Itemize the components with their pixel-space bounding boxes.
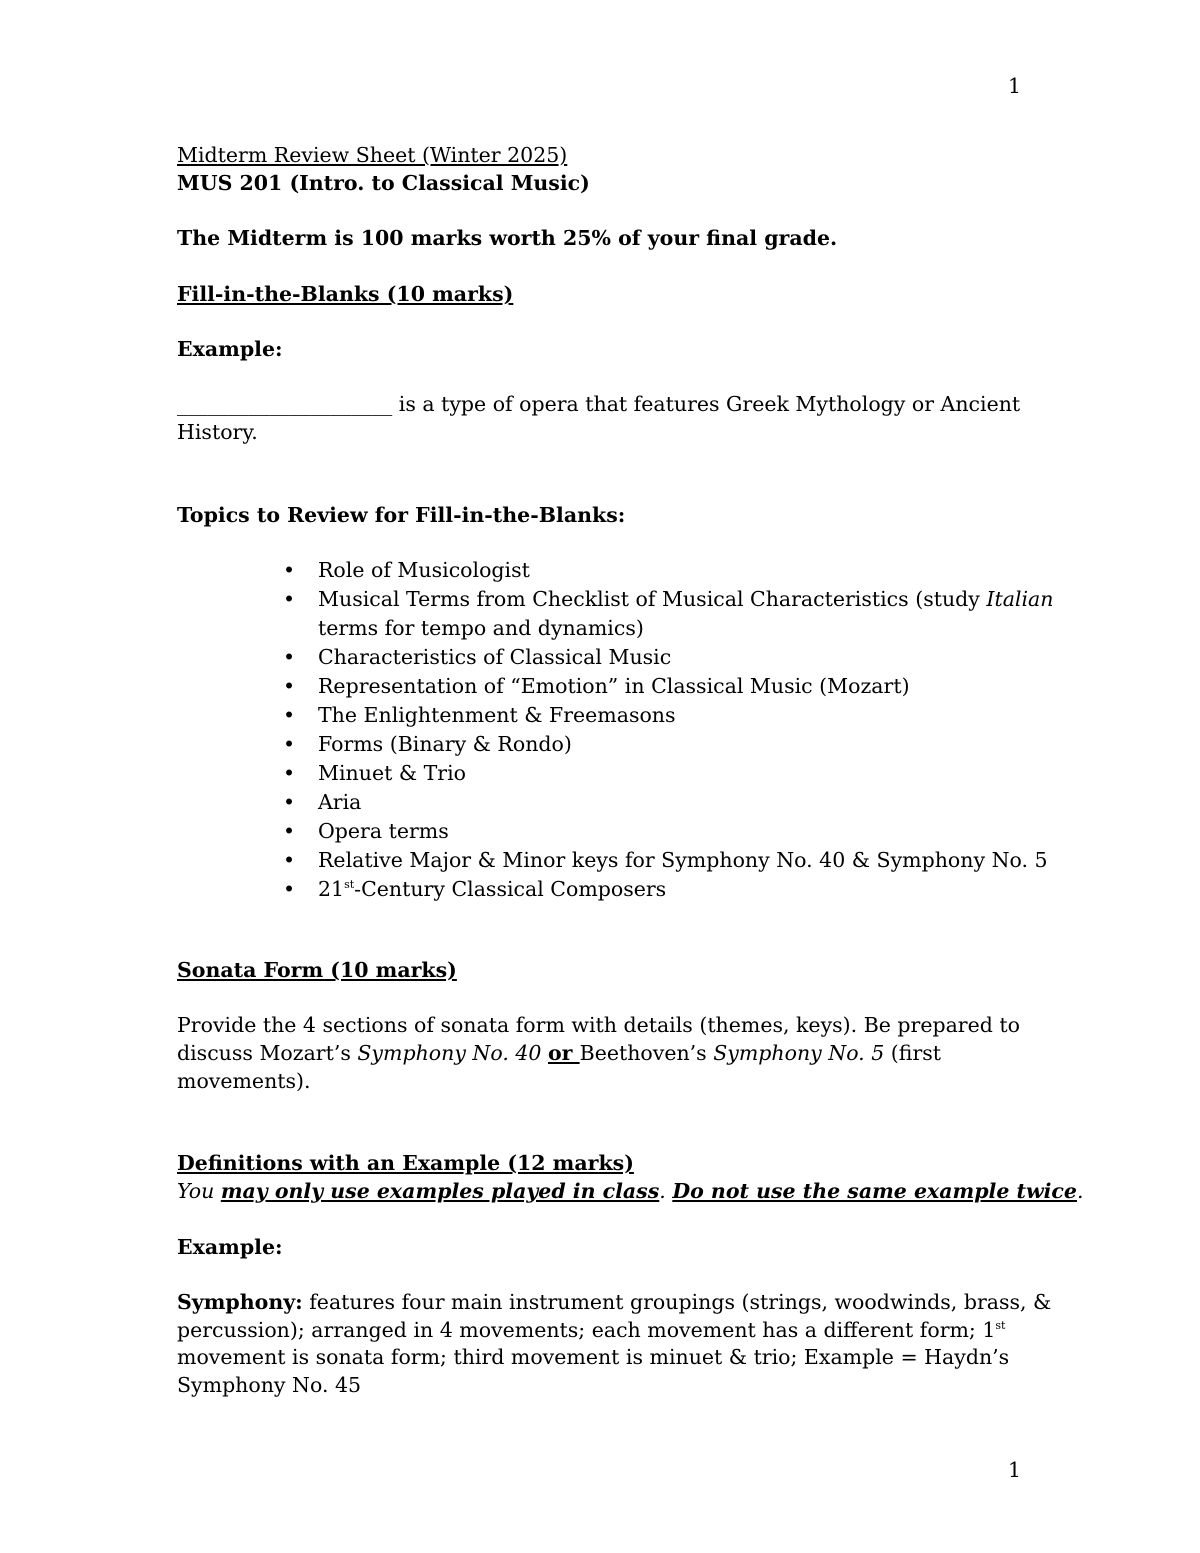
definition-line-4: Symphony No. 45 (177, 1373, 362, 1397)
bullet-icon: • (283, 587, 296, 611)
sonata-heading: Sonata Form (10 marks) (177, 958, 457, 982)
bullet-icon: • (283, 819, 296, 843)
fill-in-example-label: Example: (177, 337, 283, 361)
bullet-icon: • (283, 848, 296, 872)
list-item: • Aria (283, 788, 1043, 817)
bullet-icon: • (283, 790, 296, 814)
topics-heading: Topics to Review for Fill-in-the-Blanks: (177, 503, 626, 527)
list-item: • Minuet & Trio (283, 759, 1043, 788)
sonata-line-3: movements). (177, 1069, 311, 1093)
list-item: • Forms (Binary & Rondo) (283, 730, 1043, 759)
bullet-icon: • (283, 674, 296, 698)
definitions-note: You may only use examples played in class. Do not use the same example twice. (177, 1179, 1084, 1203)
topics-list (283, 556, 1054, 904)
definitions-heading: Definitions with an Example (12 marks) (177, 1151, 634, 1175)
example-text-1: is a type of opera that features Greek Mythology or Ancient (392, 392, 1021, 416)
sonata-line-2: discuss Mozart’s Symphony No. 40 or Beethoven’s Symphony No. 5 (first (177, 1041, 941, 1065)
answer-blank: _____________________ (177, 392, 393, 416)
fill-in-example-line-2: History. (177, 420, 258, 444)
list-item: • Relative Major & Minor keys for Symphony No. 40 & Symphony No. 5 (283, 846, 1043, 875)
fill-in-example-line-1 (177, 390, 1020, 418)
fill-in-heading: Fill-in-the-Blanks (10 marks) (177, 282, 514, 306)
list-item: • Musical Terms from Checklist of Musical Characteristics (study Italian terms for tempo and dynamics) (283, 587, 1054, 640)
bullet-icon: • (283, 703, 296, 727)
bullet-icon: • (283, 645, 296, 669)
list-item: • 21st-Century Classical Composers (283, 875, 1043, 904)
bullet-icon: • (283, 761, 296, 785)
sonata-line-1: Provide the 4 sections of sonata form with details (themes, keys). Be prepared to (177, 1013, 1020, 1037)
list-item: • The Enlightenment & Freemasons (283, 701, 1043, 730)
definition-line-3: movement is sonata form; third movement is minuet & trio; Example = Haydn’s (177, 1345, 1010, 1369)
page-number-top: 1 (1008, 74, 1022, 98)
definition-line-2: percussion); arranged in 4 movements; each movement has a different form; 1st (177, 1318, 1006, 1342)
bullet-icon: • (283, 877, 296, 901)
course-name: MUS 201 (Intro. to Classical Music) (177, 171, 590, 195)
list-item: • Characteristics of Classical Music (283, 643, 1043, 672)
list-item: • Role of Musicologist (283, 556, 1043, 585)
definition-term: Symphony: (177, 1290, 303, 1314)
list-item: • Representation of “Emotion” in Classical Music (Mozart) (283, 672, 1043, 701)
midterm-summary: The Midterm is 100 marks worth 25% of your final grade. (177, 226, 838, 250)
list-item: • Opera terms (283, 817, 1043, 846)
page-number-bottom: 1 (1008, 1458, 1022, 1482)
bullet-icon: • (283, 732, 296, 756)
bullet-icon: • (283, 558, 296, 582)
document-title: Midterm Review Sheet (Winter 2025) (177, 143, 568, 167)
definitions-example-label: Example: (177, 1235, 283, 1259)
definition-line-1: Symphony: features four main instrument groupings (strings, woodwinds, brass, & (177, 1290, 1052, 1314)
